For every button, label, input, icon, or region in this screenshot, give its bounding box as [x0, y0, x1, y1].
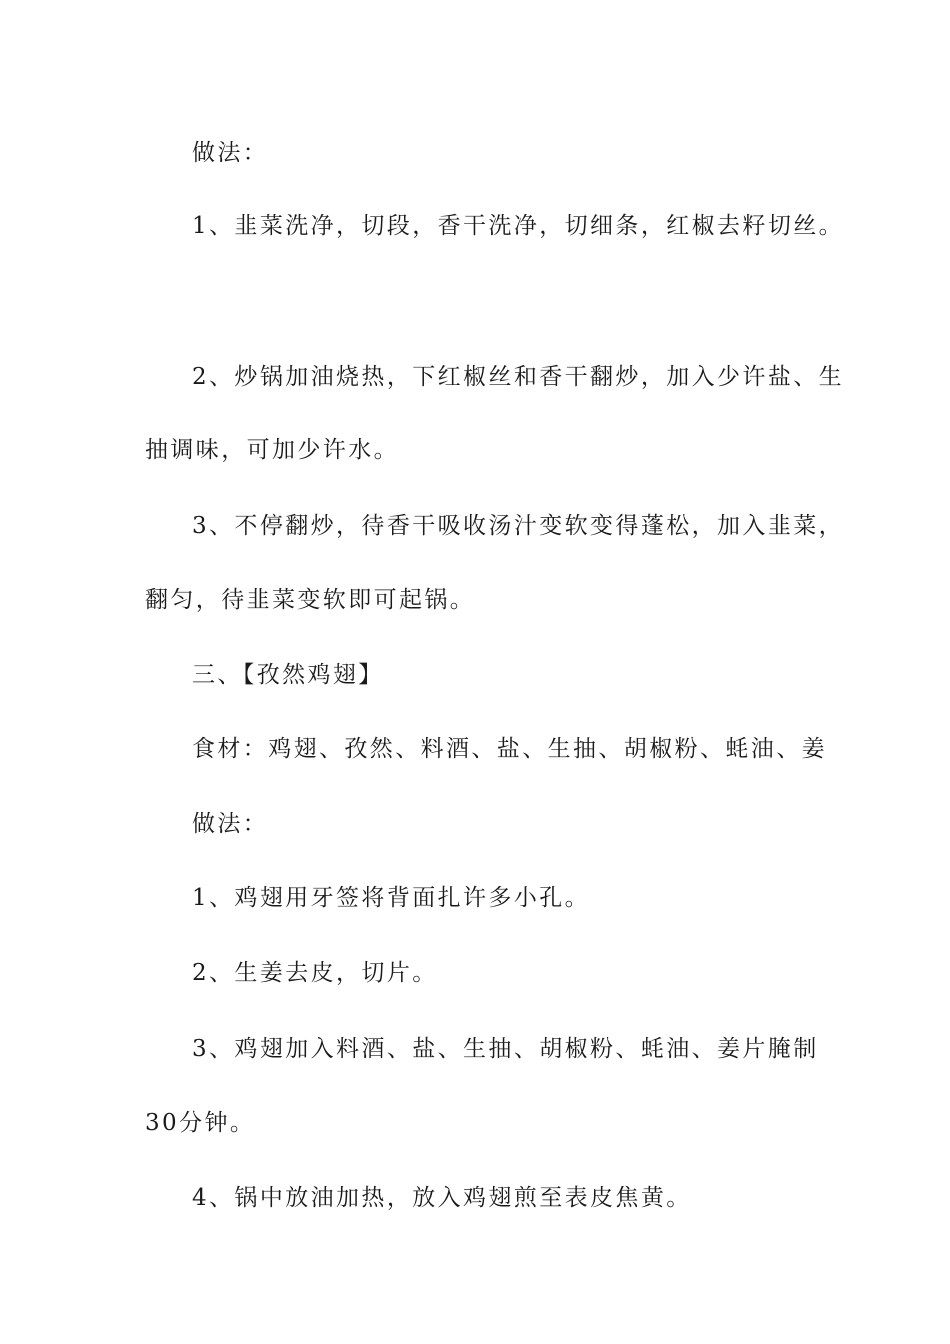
step-2-text: 2、炒锅加油烧热，下红椒丝和香干翻炒，加入少许盐、生	[192, 364, 845, 390]
step-4-text: 4、锅中放油加热，放入鸡翅煎至表皮焦黄。	[192, 1185, 692, 1211]
step-1-text: 1、韭菜洗净，切段，香干洗净，切细条，红椒去籽切丝。	[192, 213, 845, 239]
method-heading-1: 做法：	[192, 140, 269, 166]
step-3-text-2: 3、鸡翅加入料酒、盐、生抽、胡椒粉、蚝油、姜片腌制	[192, 1036, 819, 1062]
section-title: 三、【孜然鸡翅】	[192, 662, 384, 688]
method-heading-2: 做法：	[192, 811, 269, 837]
step-1-text-2: 1、鸡翅用牙签将背面扎许多小孔。	[192, 885, 591, 911]
step-3-text: 3、不停翻炒，待香干吸收汤汁变软变得蓬松，加入韭菜，	[192, 513, 845, 539]
step-2-continuation: 抽调味，可加少许水。	[145, 437, 399, 463]
step-3-continuation: 翻匀，待韭菜变软即可起锅。	[145, 587, 476, 613]
ingredients-text: 食材：鸡翅、孜然、料酒、盐、生抽、胡椒粉、蚝油、姜	[192, 736, 827, 762]
step-2-text-2: 2、生姜去皮，切片。	[192, 960, 438, 986]
step-3-continuation-2: 30分钟。	[145, 1110, 256, 1136]
